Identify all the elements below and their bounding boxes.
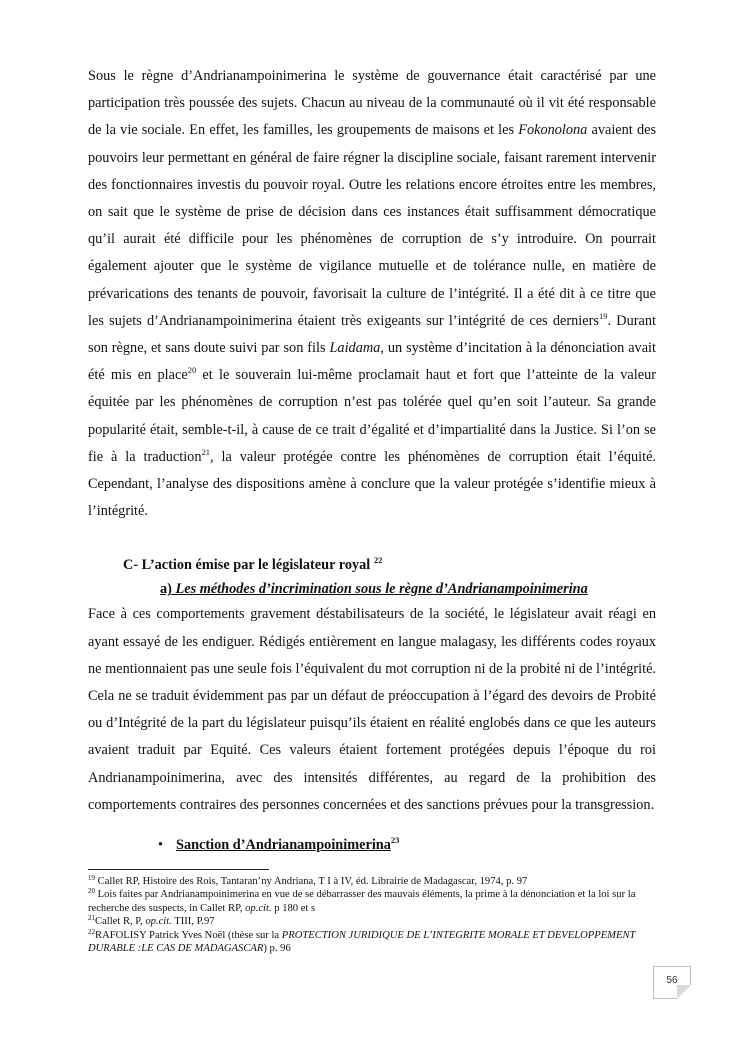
- footnote-ref-20[interactable]: 20: [187, 365, 197, 376]
- footnote-ref-22[interactable]: 22: [373, 555, 383, 566]
- footnotes: [88, 875, 660, 955]
- footnote-text: ) p. 96: [263, 943, 291, 955]
- paragraph-text: , un système d’incitation à la dénonciation avait été mis en place: [88, 340, 656, 384]
- footnote-text: Callet RP, Histoire des Rois, Tantaran’ny Andriana, T I à IV, éd. Librairie de Madagascar, 1974, p. 97: [95, 876, 528, 887]
- paragraph-text: . Durant son règne, et sans doute suivi par son fils: [88, 312, 656, 357]
- subsection-heading-text: Les méthodes d’incrimination sous le règne d’Andrianampoinimerina: [175, 581, 588, 598]
- page-number: 56: [666, 975, 678, 986]
- paragraph-text: Sous le règne d’Andrianampoinimerina le système de gouvernance était caractérisé par une participation très poussée des sujets. Chacun au niveau de la communauté où il vit été responsable de la vie sociale. En effet, les familles, les groupements de maisons et les: [88, 68, 656, 139]
- subsection-prefix: a): [160, 581, 176, 598]
- paragraph-andrianampoinimerina-governance: [88, 63, 656, 525]
- page-body: [88, 63, 656, 857]
- footnote-opcit: op.cit.: [245, 902, 272, 914]
- paragraph-text: et le souverain lui-même proclamait haut et fort que l’atteinte de la valeur équitée par les phénomènes de corruption n’est pas tolérée quel qu’en soit l’auteur. Sa grande popularité était, semble-t-il, à cause de ce trait d’égalité et d’impartialité dans la Justice. Si l’on se fie à la traduction: [88, 367, 656, 465]
- page-number-box: [653, 966, 691, 999]
- footnote-text: p 180 et s: [271, 902, 316, 914]
- section-heading-c: [123, 553, 656, 577]
- footnote-text: TIII, P.97: [171, 916, 215, 928]
- paragraph-text: avaient des pouvoirs leur permettant en général de faire régner la discipline sociale, faisant rarement intervenir des fonctionnaires investis du pouvoir royal. Outre les relations encore étroites entre les membres, on sait que le système de prise de décision dans ces instances était suffisamment démocratique qu’il aurait été difficile pour les phénomènes de corruption de s’y introduire. On pourrait également ajouter que le système de vigilance mutuelle et de tolérance nulle, en matière de prévarications des tenants de pouvoir, favorisait la culture de l’intégrité. Il a été dit à ce titre que les sujets d’Andrianampoinimerina étaient très exigeants sur l’intégrité de ces derniers: [88, 122, 657, 329]
- footnote-number: 19: [88, 874, 95, 882]
- paragraph-incrimination-methods: Face à ces comportements gravement déstabilisateurs de la société, le législateur avait réagi en ayant essayé de les endiguer. Rédigés entièrement en langue malagasy, les différents codes royaux ne mentionnaient pas une seule fois l’équivalent du mot corruption ni de la probité ni de l’intégrité. Cela ne se traduit évidemment pas par un défaut de préoccupation à l’égard des devoirs de Probité ou d’Intégrité de la part du législateur puisqu’ils étaient en réalité englobés dans ce que les auteurs avaient traduit par Equité. Ces valeurs étaient fortement protégées depuis l’époque du roi Andrianampoinimerina, avec des intensités différentes, au regard de la prohibition des comportements contraires des personnes concernées et des sanctions prévues pour la transgression.: [88, 606, 656, 813]
- footnote-number: 22: [88, 927, 95, 936]
- footnote-opcit: op.cit.: [145, 916, 172, 928]
- footnote-22: [88, 929, 660, 956]
- footnote-separator: [88, 869, 269, 870]
- footnote-text: RAFOLISY Patrick Yves Noël (thèse sur la: [95, 929, 282, 941]
- footnote-thesis-title: PROTECTION JURIDIQUE DE L’INTEGRITE MORALE ET DEVELOPPEMENT DURABLE :LE CAS DE MADAGASCAR: [88, 929, 636, 955]
- footnote-ref-19[interactable]: 19: [598, 310, 608, 321]
- footnote-text: Callet R, P,: [95, 916, 146, 928]
- paragraph-text: , la valeur protégée contre les phénomènes de corruption était l’équité. Cependant, l’analyse des dispositions amène à conclure que la valeur protégée s’identifie mieux à l’intégrité.: [88, 448, 656, 520]
- bullet-icon: •: [158, 837, 164, 854]
- term-fokonolona: Fokonolona: [518, 122, 588, 139]
- term-laidama: Laidama: [329, 340, 381, 357]
- footnote-21: [88, 915, 660, 928]
- footnote-number: 20: [88, 887, 95, 896]
- bullet-item-sanction: [158, 833, 656, 857]
- footnote-ref-21[interactable]: 21: [201, 446, 210, 457]
- footnote-text: Lois faites par Andrianampoinimerina en vue de se débarrasser des mauvais éléments, la prime à la dénonciation et la loi sur la recherche des suspects, in Callet RP,: [88, 889, 636, 914]
- footnote-20: [88, 888, 660, 915]
- bullet-text: Sanction d’Andrianampoinimerina: [176, 837, 391, 854]
- footnote-number: 21: [88, 914, 95, 923]
- section-heading-text: C- L’action émise par le législateur royal: [123, 557, 374, 574]
- footnote-ref-23[interactable]: 23: [390, 835, 400, 846]
- subsection-heading-a: [160, 577, 656, 601]
- footnote-19: [88, 875, 660, 888]
